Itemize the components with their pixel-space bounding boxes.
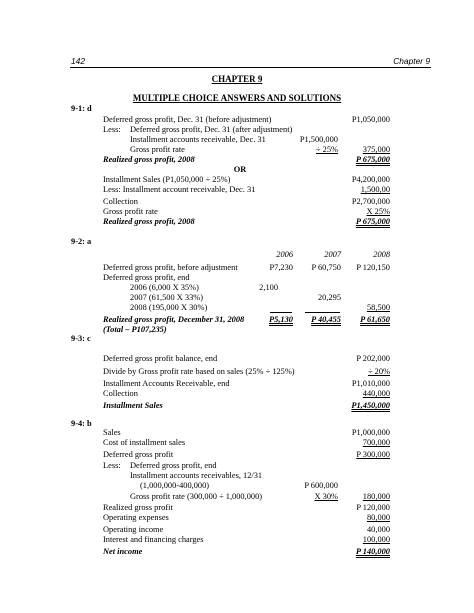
q4-line-11-value: 100,000 bbox=[362, 535, 390, 544]
q1-line-3-value: P1,500,000 bbox=[299, 135, 338, 144]
header-rule bbox=[70, 67, 431, 68]
q2-line-4: 2007 (61,500 X 33%) bbox=[130, 293, 204, 302]
q2-line-3-2006: 2,100 bbox=[259, 283, 278, 292]
q4-line-2-value: 700,000 bbox=[362, 438, 390, 447]
q2-year-2007: 2007 bbox=[324, 250, 341, 259]
q4-line-7: Gross profit rate (300,000 ÷ 1,000,000) bbox=[130, 492, 263, 501]
q3-line-1: Deferred gross profit balance, end bbox=[103, 354, 218, 363]
q4-line-11: Interest and financing charges bbox=[103, 535, 204, 544]
q4-line-2: Cost of installment sales bbox=[103, 438, 186, 447]
q1-line-8-value: P2,700,000 bbox=[351, 197, 390, 206]
q4-line-7-value-2: 180,000 bbox=[362, 492, 390, 501]
q1-line-10: Realized gross profit, 2008 bbox=[103, 217, 195, 226]
q2-line-1-2007: P 60,750 bbox=[311, 263, 341, 272]
q2-rule-2006 bbox=[270, 312, 292, 313]
q1-line-3: Installment accounts receivable, Dec. 31 bbox=[130, 135, 266, 144]
q1-line-6-value: P4,200,000 bbox=[351, 175, 390, 184]
q4-line-10: Operating income bbox=[103, 525, 164, 534]
q4-line-6: (1,000,000-400,000) bbox=[140, 481, 210, 490]
q3-line-3-value: P1,010,000 bbox=[351, 379, 390, 388]
q4-line-8: Realized gross profit bbox=[103, 503, 173, 512]
q4-line-4: Deferred gross profit, end bbox=[130, 461, 217, 470]
q2-line-1: Deferred gross profit, before adjustment bbox=[103, 263, 238, 272]
q3-line-5-value: P1,450,000 bbox=[351, 401, 390, 410]
q2-year-2008: 2008 bbox=[373, 250, 390, 259]
q3-line-1-value: P 202,000 bbox=[356, 354, 390, 363]
q3-line-2: Divide by Gross profit rate based on sales (25% ÷ 125%) bbox=[103, 367, 295, 376]
q2-line-1-2008: P 120,150 bbox=[356, 263, 390, 272]
q1-line-1-value: P1,050,000 bbox=[351, 115, 390, 124]
q3-line-4-value: 440,000 bbox=[362, 389, 390, 398]
q2-year-2006: 2006 bbox=[276, 250, 293, 259]
q4-line-6-value: P 600,000 bbox=[304, 481, 338, 490]
question-label-9-4: 9-4: b bbox=[71, 419, 92, 428]
q4-line-3: Deferred gross profit bbox=[103, 450, 174, 459]
q1-line-9-value: X 25% bbox=[366, 207, 390, 216]
q2-line-3: 2006 (6,000 X 35%) bbox=[130, 283, 199, 292]
q2-line-6: Realized gross profit, December 31, 2008 bbox=[103, 315, 245, 324]
q1-line-4-value: ÷ 25% bbox=[315, 145, 338, 154]
q2-line-4-2007: 20,295 bbox=[317, 293, 341, 302]
q4-line-5: Installment accounts receivables, 12/31 bbox=[130, 471, 263, 480]
q1-line-9: Gross profit rate bbox=[103, 207, 158, 216]
q2-line-7: (Total – P107,235) bbox=[103, 325, 167, 334]
chapter-title: CHAPTER 9 bbox=[211, 74, 263, 84]
q1-line-8: Collection bbox=[103, 197, 138, 206]
q2-line-1-2006: P7,230 bbox=[269, 263, 293, 272]
q3-line-2-value: ÷ 20% bbox=[367, 367, 390, 376]
page-number: 142 bbox=[71, 56, 85, 66]
question-label-9-1: 9-1: d bbox=[71, 104, 92, 113]
q1-line-6: Installment Sales (P1,050,000 ÷ 25%) bbox=[103, 175, 231, 184]
q4-line-1-value: P1,000,000 bbox=[351, 428, 390, 437]
q4-line-12: Net income bbox=[103, 547, 143, 556]
q4-line-9: Operating expenses bbox=[103, 513, 169, 522]
q1-line-1: Deferred gross profit, Dec. 31 (before adjustment) bbox=[103, 115, 272, 124]
q1-line-2: Deferred gross profit, Dec. 31 (after adjustment) bbox=[130, 125, 293, 134]
q3-line-5: Installment Sales bbox=[103, 401, 163, 410]
section-title: MULTIPLE CHOICE ANSWERS AND SOLUTIONS bbox=[132, 93, 342, 103]
q2-line-6-2007: P 40,455 bbox=[311, 315, 341, 324]
q4-line-8-value: P 120,000 bbox=[356, 503, 390, 512]
q2-line-5-2008: 58,500 bbox=[366, 303, 390, 312]
q2-line-6-2006: P5,130 bbox=[269, 315, 293, 324]
question-label-9-3: 9-3: c bbox=[71, 334, 91, 343]
q2-line-2: Deferred gross profit, end bbox=[103, 273, 190, 282]
q4-line-7-value: X 30% bbox=[314, 492, 338, 501]
q4-line-1: Sales bbox=[103, 428, 121, 437]
q4-line-10-value: 40,000 bbox=[366, 525, 390, 534]
q1-line-10-value: P 675,000 bbox=[355, 217, 390, 226]
q3-line-3: Installment Accounts Receivable, end bbox=[103, 379, 230, 388]
q4-line-3-value: P 300,000 bbox=[356, 450, 390, 459]
q1-line-5-value: P 675,000 bbox=[355, 155, 390, 164]
chapter-label: Chapter 9 bbox=[393, 56, 430, 66]
q4-line-12-value: P 140,000 bbox=[355, 547, 390, 556]
question-label-9-2: 9-2: a bbox=[71, 237, 92, 246]
q2-rule-2007 bbox=[305, 312, 340, 313]
q4-less-label: Less: bbox=[103, 461, 121, 470]
q3-line-4: Collection bbox=[103, 389, 138, 398]
q1-or: OR bbox=[233, 165, 247, 174]
q2-line-5: 2008 (195,000 X 30%) bbox=[130, 303, 208, 312]
q1-line-7: Less: Installment account receivable, Dec. 31 bbox=[103, 185, 256, 194]
q1-line-7-value: 1,500,00 bbox=[360, 185, 390, 194]
q2-line-6-2008: P 61,650 bbox=[360, 315, 390, 324]
q1-line-5: Realized gross profit, 2008 bbox=[103, 155, 195, 164]
q1-less-label: Less: bbox=[103, 125, 121, 134]
q1-line-4-value-2: 375,000 bbox=[362, 145, 390, 154]
q4-line-9-value: 80,000 bbox=[366, 513, 390, 522]
q1-line-4: Gross profit rate bbox=[130, 145, 185, 154]
